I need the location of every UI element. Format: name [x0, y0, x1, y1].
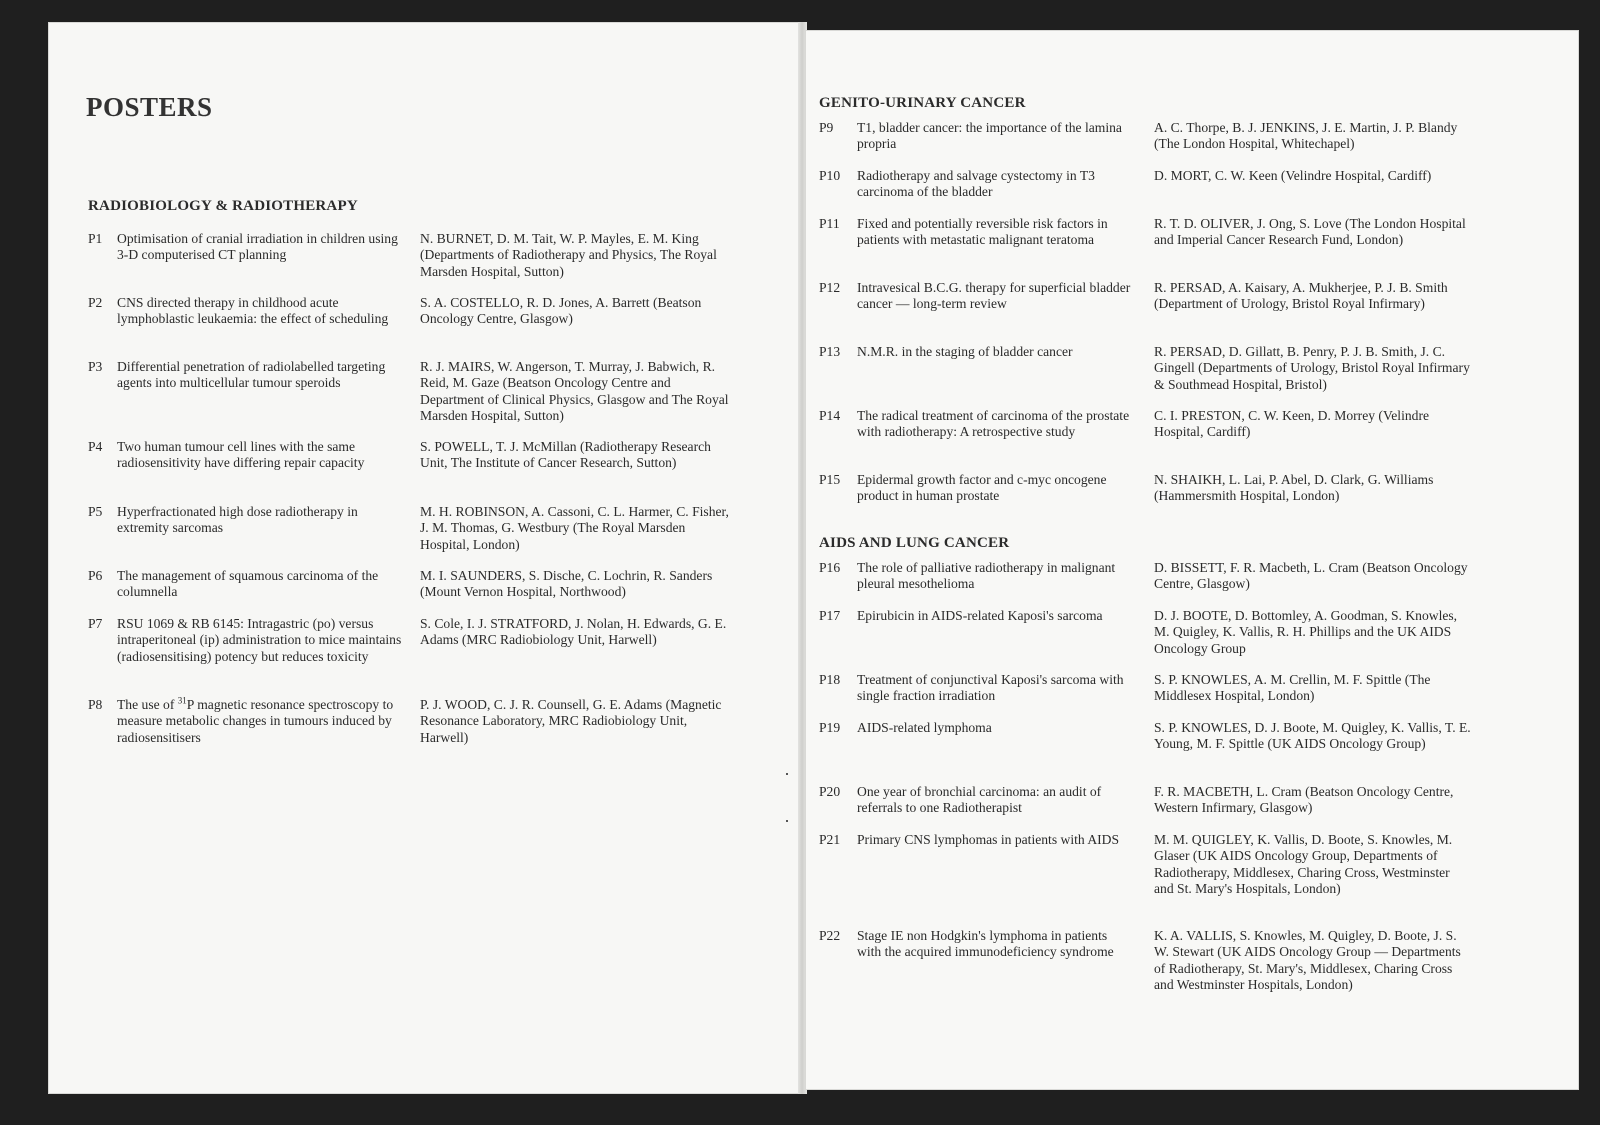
- poster-authors: S. Cole, I. J. STRATFORD, J. Nolan, H. Edwards, G. E. Adams (MRC Radiobiology Unit, Harwell): [420, 616, 727, 648]
- poster-number: P18: [819, 672, 841, 687]
- poster-title: The management of squamous carcinoma of the columnella: [117, 568, 379, 600]
- poster-number: P1: [88, 231, 103, 246]
- poster-authors: M. M. QUIGLEY, K. Vallis, D. Boote, S. Knowles, M. Glaser (UK AIDS Oncology Group, Departments of Radiotherapy, Middlesex, Charing Cross, Westminster and St. Mary's Hospitals, London): [1154, 832, 1453, 896]
- poster-number: P11: [819, 216, 840, 231]
- poster-number: P15: [819, 472, 841, 487]
- poster-authors: R. PERSAD, D. Gillatt, B. Penry, P. J. B. Smith, J. C. Gingell (Departments of Urology, Bristol Royal Infirmary & Southmead Hospital, Bristol): [1154, 344, 1470, 392]
- section-heading-radiobiology: RADIOBIOLOGY & RADIOTHERAPY: [88, 198, 358, 214]
- poster-authors: N. BURNET, D. M. Tait, W. P. Mayles, E. M. King (Departments of Radiotherapy and Physics, The Royal Marsden Hospital, Sutton): [420, 231, 717, 279]
- poster-authors: R. PERSAD, A. Kaisary, A. Mukherjee, P. J. B. Smith (Department of Urology, Bristol Royal Infirmary): [1154, 280, 1448, 312]
- poster-number: P5: [88, 504, 103, 519]
- poster-authors: S. P. KNOWLES, A. M. Crellin, M. F. Spittle (The Middlesex Hospital, London): [1154, 672, 1431, 704]
- poster-authors: S. A. COSTELLO, R. D. Jones, A. Barrett (Beatson Oncology Centre, Glasgow): [420, 295, 702, 327]
- poster-title: Hyperfractionated high dose radiotherapy in extremity sarcomas: [117, 504, 358, 536]
- poster-authors: S. POWELL, T. J. McMillan (Radiotherapy Research Unit, The Institute of Cancer Research, Sutton): [420, 439, 711, 471]
- poster-number: P8: [88, 697, 103, 712]
- poster-authors: M. I. SAUNDERS, S. Dische, C. Lochrin, R. Sanders (Mount Vernon Hospital, Northwood): [420, 568, 713, 600]
- poster-authors: N. SHAIKH, L. Lai, P. Abel, D. Clark, G. Williams (Hammersmith Hospital, London): [1154, 472, 1434, 504]
- poster-authors: K. A. VALLIS, S. Knowles, M. Quigley, D. Boote, J. S. W. Stewart (UK AIDS Oncology Group — Departments of Radiotherapy, St. Mary's, Middlesex, Charing Cross and Westminster Hospitals, London): [1154, 928, 1461, 992]
- poster-title: N.M.R. in the staging of bladder cancer: [857, 344, 1073, 359]
- page-heading: POSTERS: [86, 92, 213, 122]
- poster-title: Epidermal growth factor and c-myc oncogene product in human prostate: [857, 472, 1107, 504]
- poster-title: The role of palliative radiotherapy in malignant pleural mesothelioma: [857, 560, 1116, 592]
- poster-title-superscript: 31: [177, 695, 187, 706]
- poster-number: P7: [88, 616, 103, 631]
- poster-number: P3: [88, 359, 103, 374]
- poster-title: Differential penetration of radiolabelled targeting agents into multicellular tumour speroids: [117, 359, 386, 391]
- poster-number: P13: [819, 344, 841, 359]
- poster-number: P21: [819, 832, 841, 847]
- left-page: [48, 22, 800, 1094]
- poster-title: Primary CNS lymphomas in patients with AIDS: [857, 832, 1120, 847]
- right-page: [805, 30, 1579, 1090]
- poster-title: CNS directed therapy in childhood acute lymphoblastic leukaemia: the effect of scheduling: [117, 295, 389, 327]
- poster-number: P9: [819, 120, 834, 135]
- gutter-mark: [786, 773, 788, 775]
- poster-title: Optimisation of cranial irradiation in children using 3-D computerised CT planning: [117, 231, 398, 263]
- poster-number: P17: [819, 608, 841, 623]
- poster-number: P4: [88, 439, 103, 454]
- gutter-mark: [786, 820, 788, 822]
- poster-authors: D. J. BOOTE, D. Bottomley, A. Goodman, S. Knowles, M. Quigley, K. Vallis, R. H. Phillips and the UK AIDS Oncology Group: [1154, 608, 1458, 656]
- poster-title: AIDS-related lymphoma: [857, 720, 992, 735]
- poster-authors: S. P. KNOWLES, D. J. Boote, M. Quigley, K. Vallis, T. E. Young, M. F. Spittle (UK AIDS Oncology Group): [1154, 720, 1471, 752]
- poster-number: P12: [819, 280, 841, 295]
- poster-authors: R. J. MAIRS, W. Angerson, T. Murray, J. Babwich, R. Reid, M. Gaze (Beatson Oncology Centre and Department of Clinical Physics, Glasgow and The Royal Marsden Hospital, Sutton): [420, 359, 729, 423]
- poster-number: P19: [819, 720, 841, 735]
- poster-title: Intravesical B.C.G. therapy for superficial bladder cancer — long-term review: [857, 280, 1131, 312]
- poster-title: [117, 697, 402, 746]
- poster-number: P14: [819, 408, 841, 423]
- poster-title: Two human tumour cell lines with the same radiosensitivity have differing repair capacity: [117, 439, 365, 471]
- poster-authors: A. C. Thorpe, B. J. JENKINS, J. E. Martin, J. P. Blandy (The London Hospital, Whitechapel): [1154, 120, 1458, 152]
- poster-title: Fixed and potentially reversible risk factors in patients with metastatic malignant teratoma: [857, 216, 1108, 248]
- poster-title: Stage IE non Hodgkin's lymphoma in patients with the acquired immunodeficiency syndrome: [857, 928, 1114, 960]
- poster-authors: R. T. D. OLIVER, J. Ong, S. Love (The London Hospital and Imperial Cancer Research Fund, London): [1154, 216, 1466, 248]
- poster-title: Radiotherapy and salvage cystectomy in T3 carcinoma of the bladder: [857, 168, 1095, 200]
- section-heading-aids-lung: AIDS AND LUNG CANCER: [819, 535, 1010, 551]
- poster-title: The radical treatment of carcinoma of the prostate with radiotherapy: A retrospective study: [857, 408, 1130, 440]
- poster-number: P2: [88, 295, 103, 310]
- poster-authors: P. J. WOOD, C. J. R. Counsell, G. E. Adams (Magnetic Resonance Laboratory, MRC Radiobiology Unit, Harwell): [420, 697, 722, 745]
- poster-title-part: P magnetic resonance spectroscopy to measure metabolic changes in tumours induced by radiosensitisers: [117, 697, 394, 745]
- poster-authors: C. I. PRESTON, C. W. Keen, D. Morrey (Velindre Hospital, Cardiff): [1154, 408, 1429, 440]
- section-heading-genito-urinary: GENITO-URINARY CANCER: [819, 95, 1026, 111]
- poster-authors: D. BISSETT, F. R. Macbeth, L. Cram (Beatson Oncology Centre, Glasgow): [1154, 560, 1468, 592]
- poster-title: Treatment of conjunctival Kaposi's sarcoma with single fraction irradiation: [857, 672, 1124, 704]
- poster-number: P20: [819, 784, 841, 799]
- poster-title: T1, bladder cancer: the importance of the lamina propria: [857, 120, 1122, 152]
- poster-authors: M. H. ROBINSON, A. Cassoni, C. L. Harmer, C. Fisher, J. M. Thomas, G. Westbury (The Royal Marsden Hospital, London): [420, 504, 729, 552]
- poster-title: RSU 1069 & RB 6145: Intragastric (po) versus intraperitoneal (ip) administration to mice maintains (radiosensitising) potency but reduces toxicity: [117, 616, 402, 664]
- poster-number: P16: [819, 560, 841, 575]
- poster-number: P6: [88, 568, 103, 583]
- poster-title: One year of bronchial carcinoma: an audit of referrals to one Radiotherapist: [857, 784, 1102, 816]
- poster-title-part: The use of: [117, 697, 178, 712]
- poster-authors: F. R. MACBETH, L. Cram (Beatson Oncology Centre, Western Infirmary, Glasgow): [1154, 784, 1454, 816]
- poster-title: Epirubicin in AIDS-related Kaposi's sarcoma: [857, 608, 1103, 623]
- poster-authors: D. MORT, C. W. Keen (Velindre Hospital, Cardiff): [1154, 168, 1432, 183]
- poster-number: P22: [819, 928, 841, 943]
- poster-number: P10: [819, 168, 841, 183]
